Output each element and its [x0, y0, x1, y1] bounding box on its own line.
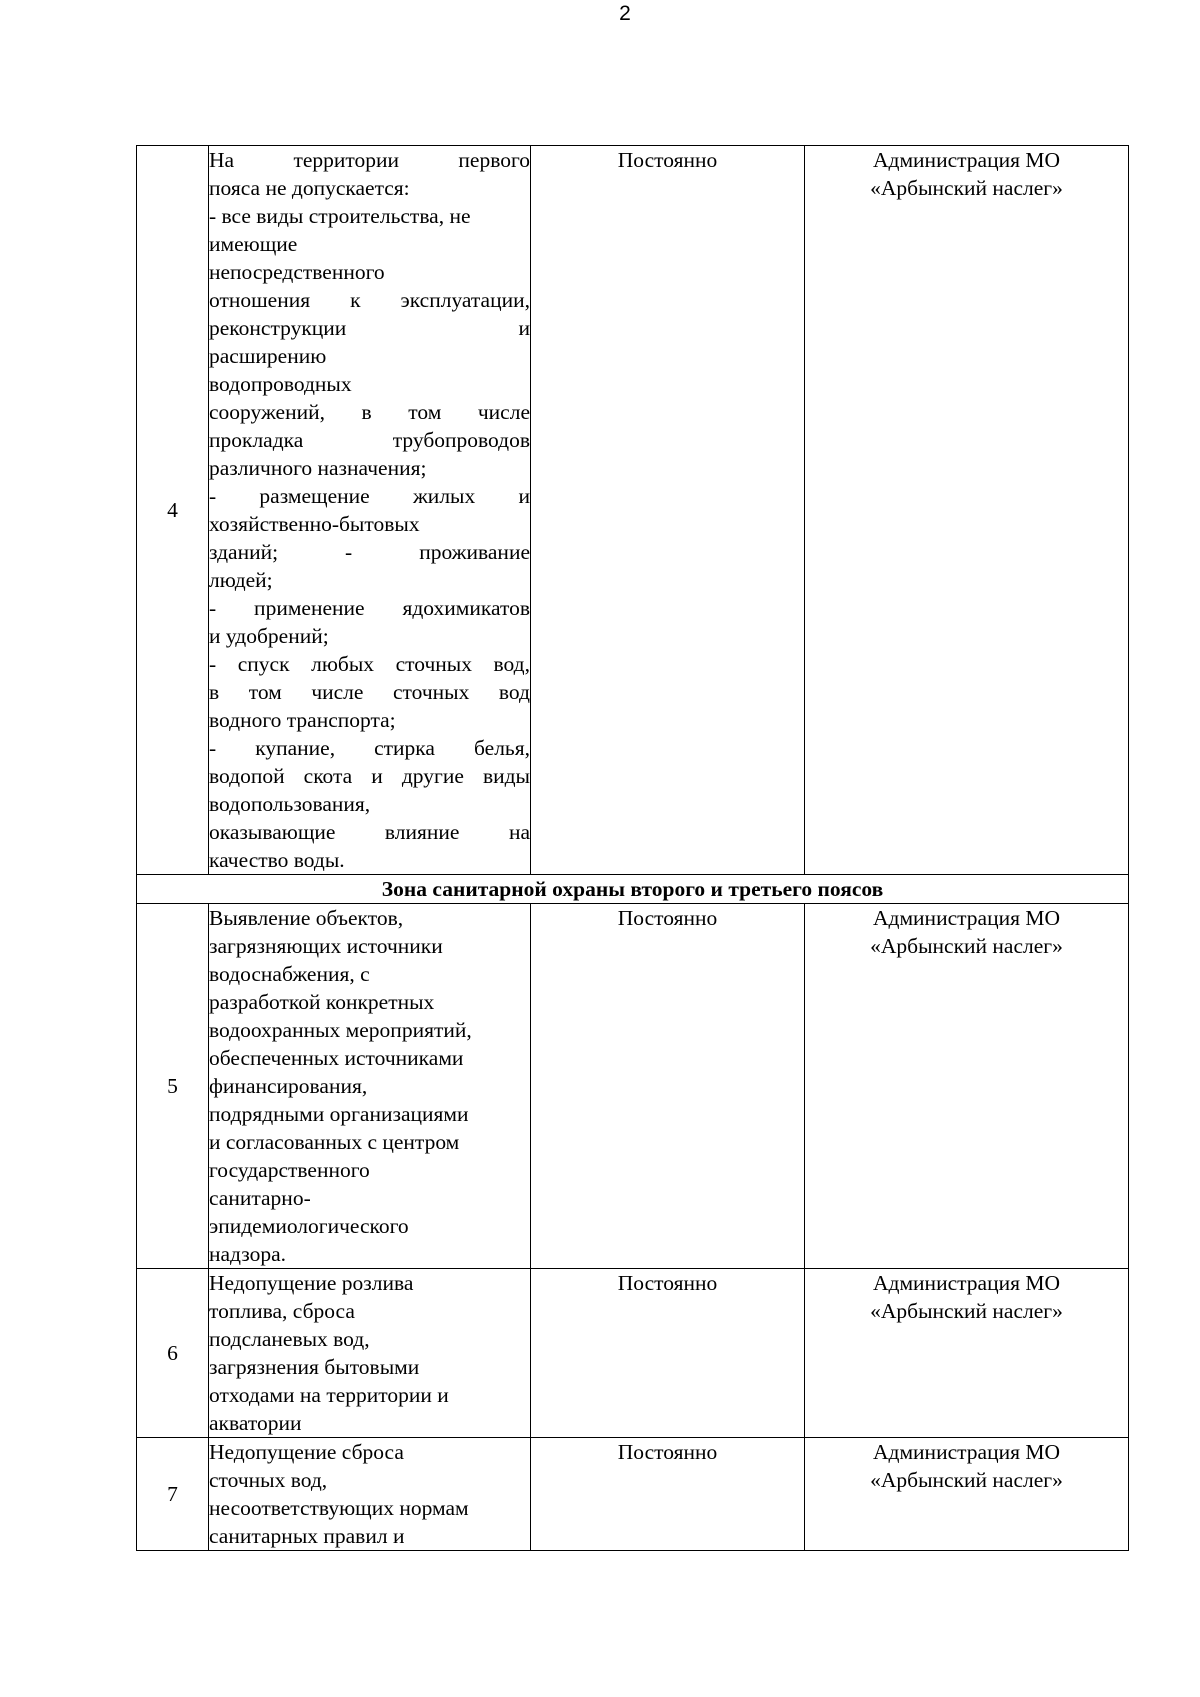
section-row [137, 875, 1129, 904]
description-line: санитарных правил и [209, 1524, 405, 1548]
description-line: - применение ядохимикатов [209, 596, 530, 620]
table-row [137, 146, 1129, 875]
description-line: На территории первого [209, 148, 530, 172]
description-line: - спуск любых сточных вод, [209, 652, 530, 676]
term-text: Постоянно [617, 906, 718, 930]
description-line: - размещение жилых и [209, 484, 530, 508]
responsible-line: Администрация МО [872, 148, 1060, 172]
description-line: загрязняющих источники [209, 934, 443, 958]
description-line: и удобрений; [209, 624, 329, 648]
responsible-cell [805, 1438, 1129, 1551]
responsible-cell [805, 146, 1129, 875]
description-line: отношения к эксплуатации, [209, 288, 530, 312]
description-line: зданий; - проживание [209, 540, 530, 564]
term-cell [531, 1269, 805, 1438]
description-line: водоохранных мероприятий, [209, 1018, 472, 1042]
description-line: государственного [209, 1158, 370, 1182]
description-line: загрязнения бытовыми [209, 1355, 420, 1379]
description-line: в том числе сточных вод [209, 680, 530, 704]
description-line: Недопущение сброса [209, 1440, 404, 1464]
section-title: Зона санитарной охраны второго и третьего поясов [137, 875, 1129, 904]
description-line: различного назначения; [209, 456, 427, 480]
description-line: Выявление объектов, [209, 906, 404, 930]
description-line: сооружений, в том числе [209, 400, 530, 424]
description-line: надзора. [209, 1242, 287, 1266]
description-line: акватории [209, 1411, 302, 1435]
responsible-cell [805, 904, 1129, 1269]
description-line: Недопущение розлива [209, 1271, 414, 1295]
description-line: подсланевых вод, [209, 1327, 370, 1351]
description-line: водоснабжения, с [209, 962, 370, 986]
description-line: и согласованных с центром [209, 1130, 460, 1154]
description-line: водопользования, [209, 792, 371, 816]
measure-description [209, 1269, 531, 1438]
description-line: имеющие [209, 232, 298, 256]
description-line: разработкой конкретных [209, 990, 435, 1014]
term-text: Постоянно [617, 148, 718, 172]
table-row [137, 1438, 1129, 1551]
description-line: качество воды. [209, 848, 345, 872]
responsible-line: «Арбынский наслег» [870, 934, 1063, 958]
measure-description [209, 904, 531, 1269]
term-cell [531, 1438, 805, 1551]
description-line: оказывающие влияние на [209, 820, 530, 844]
description-line: людей; [209, 568, 273, 592]
table-row [137, 1269, 1129, 1438]
responsible-line: Администрация МО [872, 906, 1060, 930]
row-number: 6 [137, 1269, 209, 1438]
term-text: Постоянно [617, 1440, 718, 1464]
description-line: - купание, стирка белья, [209, 736, 530, 760]
measure-description [209, 1438, 531, 1551]
description-line: водопроводных [209, 372, 352, 396]
description-line: водопой скота и другие виды [209, 764, 530, 788]
description-line: расширению [209, 344, 327, 368]
description-line: несоответствующих нормам [209, 1496, 469, 1520]
description-line: топлива, сброса [209, 1299, 355, 1323]
responsible-cell [805, 1269, 1129, 1438]
measures-table [136, 145, 1129, 1551]
responsible-line: Администрация МО [872, 1440, 1060, 1464]
term-cell [531, 904, 805, 1269]
term-text: Постоянно [617, 1271, 718, 1295]
row-number: 4 [137, 146, 209, 875]
page-number: 2 [619, 2, 631, 25]
description-line: финансирования, [209, 1074, 368, 1098]
measure-description [209, 146, 531, 875]
description-line: пояса не допускается: [209, 176, 410, 200]
description-line: сточных вод, [209, 1468, 328, 1492]
description-line: прокладка трубопроводов [209, 428, 530, 452]
row-number: 7 [137, 1438, 209, 1551]
description-line: подрядными организациями [209, 1102, 469, 1126]
responsible-line: «Арбынский наслег» [870, 1468, 1063, 1492]
description-line: водного транспорта; [209, 708, 396, 732]
responsible-line: «Арбынский наслег» [870, 176, 1063, 200]
table-row [137, 904, 1129, 1269]
description-line: реконструкции и [209, 316, 530, 340]
description-line: отходами на территории и [209, 1383, 449, 1407]
term-cell [531, 146, 805, 875]
responsible-line: «Арбынский наслег» [870, 1299, 1063, 1323]
description-line: обеспеченных источниками [209, 1046, 464, 1070]
description-line: - все виды строительства, не [209, 204, 471, 228]
description-line: санитарно- [209, 1186, 311, 1210]
description-line: непосредственного [209, 260, 385, 284]
description-line: эпидемиологического [209, 1214, 409, 1238]
responsible-line: Администрация МО [872, 1271, 1060, 1295]
row-number: 5 [137, 904, 209, 1269]
description-line: хозяйственно-бытовых [209, 512, 420, 536]
